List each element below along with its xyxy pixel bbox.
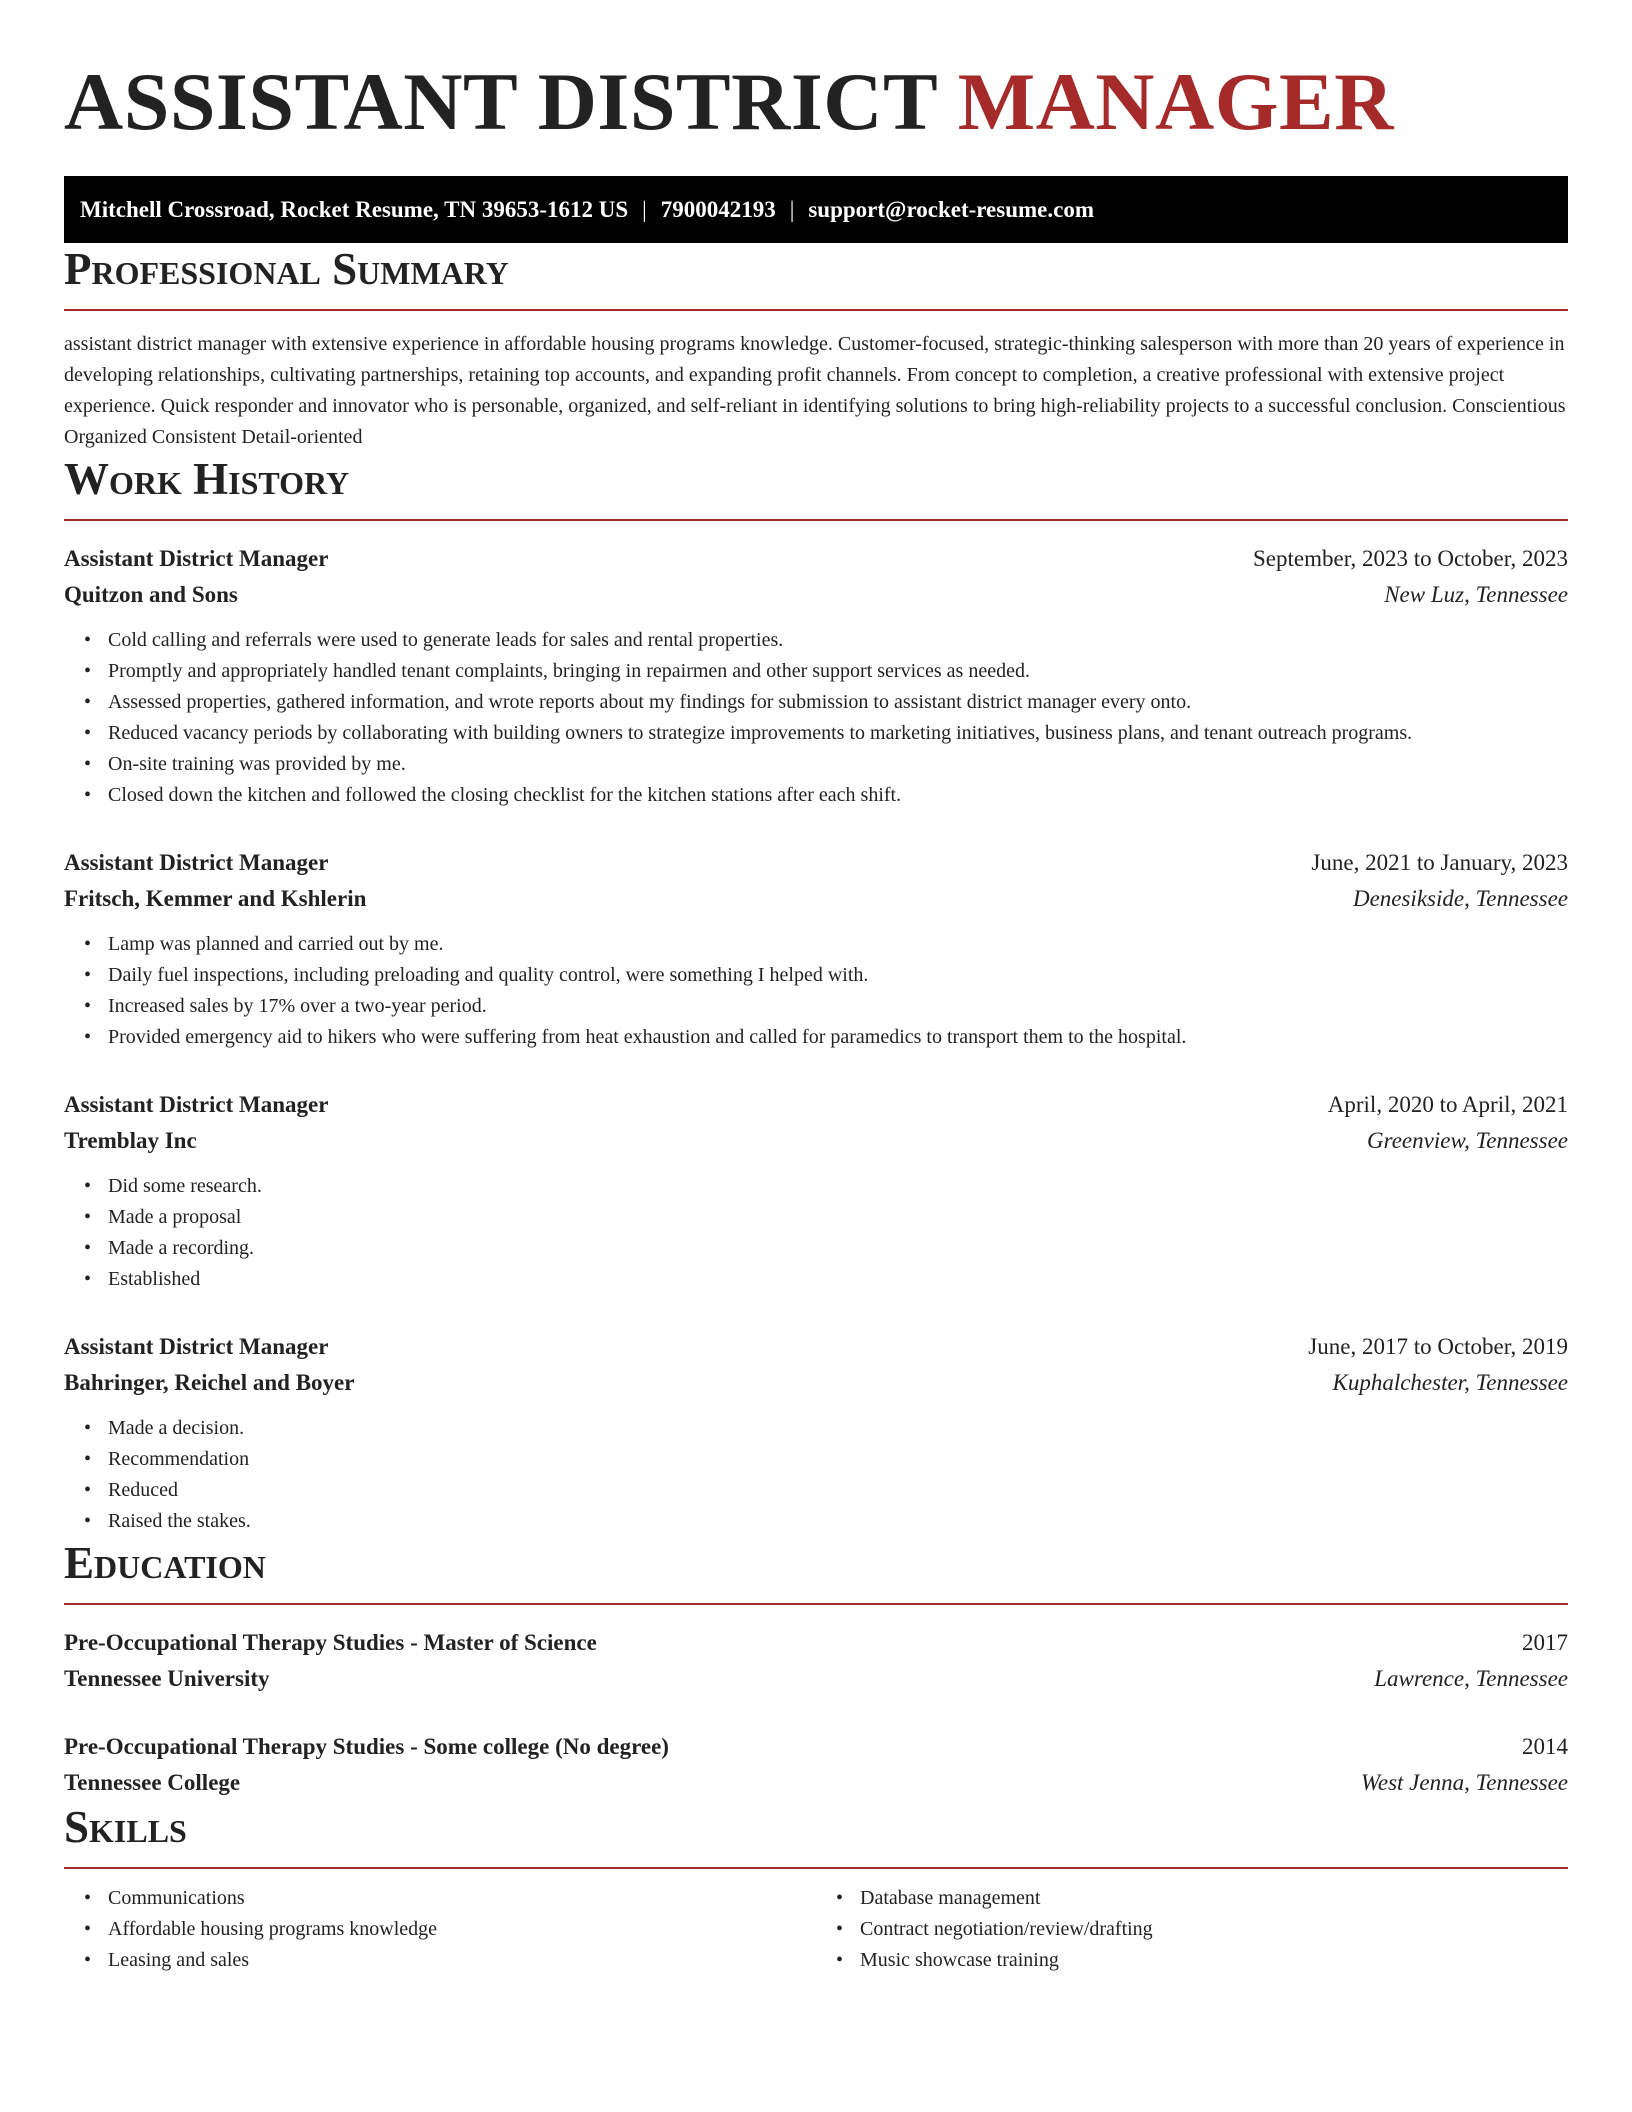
contact-separator: | <box>789 197 795 222</box>
job-location: Kuphalchester, Tennessee <box>1332 1370 1568 1395</box>
job-location: New Luz, Tennessee <box>1384 582 1568 607</box>
job-bullets <box>64 929 1568 1053</box>
work-history-heading: Work History <box>64 453 1568 521</box>
job-company: Bahringer, Reichel and Boyer <box>64 1370 355 1395</box>
job-dates: April, 2020 to April, 2021 <box>1327 1092 1568 1117</box>
contact-email: support@rocket-resume.com <box>808 197 1094 222</box>
job-dates: June, 2017 to October, 2019 <box>1308 1334 1568 1359</box>
summary-heading: Professional Summary <box>64 243 1568 311</box>
name-first: ASSISTANT DISTRICT <box>64 56 937 147</box>
skills-list <box>64 1883 1568 1976</box>
job-bullet: • Daily fuel inspections, including preloading and quality control, were something I helped with. <box>108 960 1568 991</box>
skills-column-right <box>816 1883 1568 1976</box>
education-degree: Pre-Occupational Therapy Studies - Master of Science <box>64 1630 597 1655</box>
skill-item: • Contract negotiation/review/drafting <box>860 1914 1568 1945</box>
contact-bar <box>64 176 1568 243</box>
job-title: Assistant District Manager <box>64 546 329 571</box>
job-bullet: • Cold calling and referrals were used to generate leads for sales and rental properties. <box>108 625 1568 656</box>
job-bullet: • Made a proposal <box>108 1202 1568 1233</box>
job-bullets <box>64 1413 1568 1537</box>
job-dates: June, 2021 to January, 2023 <box>1311 850 1568 875</box>
job-bullets <box>64 1171 1568 1295</box>
job-company: Quitzon and Sons <box>64 582 238 607</box>
job-bullets <box>64 625 1568 811</box>
job-bullet: • Reduced vacancy periods by collaborating with building owners to strategize improvements to marketing initiatives, business plans, and tenant outreach programs. <box>108 718 1568 749</box>
job-entry <box>64 1329 1568 1537</box>
education-school: Tennessee College <box>64 1770 241 1795</box>
contact-address: Mitchell Crossroad, Rocket Resume, TN 39653-1612 US <box>80 197 629 222</box>
job-title: Assistant District Manager <box>64 1334 329 1359</box>
resume-name-heading <box>64 0 1568 146</box>
skills-heading: Skills <box>64 1801 1568 1869</box>
skill-item: • Music showcase training <box>860 1945 1568 1976</box>
job-location: Denesikside, Tennessee <box>1352 886 1568 911</box>
skills-column-left <box>64 1883 816 1976</box>
job-bullet: • Established <box>108 1264 1568 1295</box>
contact-separator: | <box>642 197 647 222</box>
skill-item: • Database management <box>860 1883 1568 1914</box>
job-entry <box>64 845 1568 1053</box>
education-year: 2014 <box>1522 1734 1568 1759</box>
job-bullet: • Promptly and appropriately handled tenant complaints, bringing in repairmen and other support services as needed. <box>108 656 1568 687</box>
job-bullet: • On-site training was provided by me. <box>108 749 1568 780</box>
education-degree: Pre-Occupational Therapy Studies - Some college (No degree) <box>64 1734 669 1759</box>
job-bullet: • Provided emergency aid to hikers who were suffering from heat exhaustion and called for paramedics to transport them to the hospital. <box>108 1022 1568 1053</box>
job-bullet: • Raised the stakes. <box>108 1506 1568 1537</box>
job-company: Fritsch, Kemmer and Kshlerin <box>64 886 367 911</box>
job-dates: September, 2023 to October, 2023 <box>1253 546 1568 571</box>
education-year: 2017 <box>1522 1630 1568 1655</box>
job-bullet: • Increased sales by 17% over a two-year period. <box>108 991 1568 1022</box>
education-entry <box>64 1625 1568 1697</box>
job-bullet: • Lamp was planned and carried out by me. <box>108 929 1568 960</box>
education-school: Tennessee University <box>64 1666 270 1691</box>
job-bullet: • Made a recording. <box>108 1233 1568 1264</box>
education-heading: Education <box>64 1537 1568 1605</box>
skill-item: • Communications <box>108 1883 816 1914</box>
job-bullet: • Assessed properties, gathered information, and wrote reports about my findings for submission to assistant district manager every onto. <box>108 687 1568 718</box>
skill-item: • Affordable housing programs knowledge <box>108 1914 816 1945</box>
job-bullet: • Recommendation <box>108 1444 1568 1475</box>
job-bullet: • Made a decision. <box>108 1413 1568 1444</box>
name-accent: MANAGER <box>957 56 1394 147</box>
job-company: Tremblay Inc <box>64 1128 197 1153</box>
education-location: West Jenna, Tennessee <box>1360 1770 1568 1795</box>
skill-item: • Leasing and sales <box>108 1945 816 1976</box>
job-title: Assistant District Manager <box>64 850 329 875</box>
job-entry <box>64 1087 1568 1295</box>
education-entry <box>64 1729 1568 1801</box>
job-title: Assistant District Manager <box>64 1092 329 1117</box>
job-entry <box>64 541 1568 811</box>
job-bullet: • Closed down the kitchen and followed the closing checklist for the kitchen stations after each shift. <box>108 780 1568 811</box>
job-bullet: • Did some research. <box>108 1171 1568 1202</box>
education-location: Lawrence, Tennessee <box>1374 1666 1568 1691</box>
summary-text: assistant district manager with extensive experience in affordable housing programs knowledge. Customer-focused, strategic-thinking salesperson with more than 20 years of experience in developing relationships, cultivating partnerships, retaining top accounts, and expanding profit channels. From concept to completion, a creative professional with extensive project experience. Quick responder and innovator who is personable, organized, and self-reliant in identifying solutions to bring high-reliability projects to a successful conclusion. Conscientious Organized Consistent Detail-oriented <box>64 333 1566 448</box>
contact-phone: 7900042193 <box>660 197 776 222</box>
job-bullet: • Reduced <box>108 1475 1568 1506</box>
job-location: Greenview, Tennessee <box>1367 1128 1568 1153</box>
